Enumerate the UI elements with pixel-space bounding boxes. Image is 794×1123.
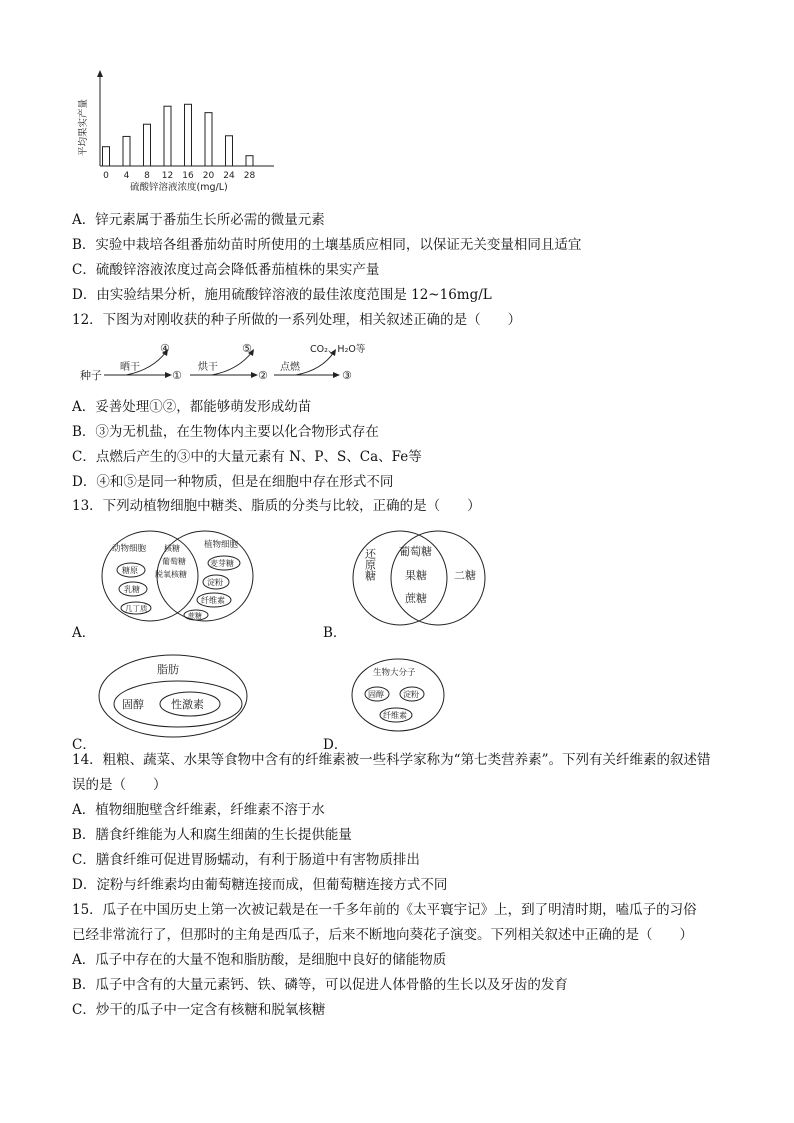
step-sun-dry: 晒干: [120, 362, 140, 373]
side-product-5: ⑤: [242, 342, 252, 355]
b-sucrose: 蔗糖: [405, 592, 427, 605]
fat-label: 脂肪: [157, 663, 179, 676]
q14-option-d: D．淀粉与纤维素均由葡萄糖连接而成，但葡萄糖连接方式不同: [72, 877, 448, 893]
y-axis-label: 平均果实产量: [78, 98, 89, 156]
product-3: ③: [342, 369, 352, 382]
q12-stem: 12．下图为对刚收获的种子所做的一系列处理，相关叙述正确的是（ ）: [72, 312, 522, 328]
q15-stem-line2: 已经非常流行了，但那时的主角是西瓜子，后来不断地向葵花子演变。下列相关叙述中正确的是（ ）: [72, 927, 693, 943]
disaccharide-label: 二糖: [454, 569, 476, 582]
seed-treatment-diagram: [76, 340, 376, 386]
bar-8: [144, 124, 151, 166]
bar-16: [185, 104, 192, 166]
step-oven-dry: 烘干: [198, 362, 218, 373]
bar-20: [205, 113, 212, 166]
q15-option-b: B．瓜子中含有的大量元素钙、铁、磷等，可以促进人体骨骼的生长以及牙齿的发育: [72, 977, 568, 993]
cellulose: 纤维素: [201, 596, 225, 605]
product-2: ②: [258, 369, 268, 382]
q13-stem: 13．下列动植物细胞中糖类、脂质的分类与比较，正确的是（ ）: [72, 498, 481, 514]
q12-option-d: D．④和⑤是同一种物质，但是在细胞中存在形式不同: [72, 474, 394, 490]
q11-option-b: B．实验中栽培各组番茄幼苗时所使用的土壤基质应相同，以保证无关变量相同且适宜: [72, 237, 582, 253]
product-1: ①: [172, 369, 182, 382]
x-tick-16: 16: [182, 171, 194, 181]
bar-0: [103, 147, 110, 166]
q13-label-d: D．: [323, 737, 348, 753]
q13-label-c: C．: [72, 737, 96, 753]
lactose: 乳糖: [124, 585, 140, 594]
x-tick-4: 4: [123, 171, 130, 181]
d-sterol: 固醇: [368, 690, 384, 699]
x-tick-12: 12: [161, 171, 174, 181]
sucrose: 蔗糖: [188, 612, 202, 620]
q14-stem-line1: 14．粗粮、蔬菜、水果等食物中含有的纤维素被一些科学家称为“第七类营养素”。下列有关纤维素的叙述错: [72, 752, 711, 768]
starch: 淀粉: [207, 578, 223, 587]
plant-cell-title: 植物细胞: [204, 540, 239, 550]
chart-bars: [103, 104, 254, 166]
d-cellulose: 纤维素: [383, 711, 407, 720]
q12-option-c: C．点燃后产生的③中的大量元素有 N、P、S、Ca、Fe等: [72, 449, 422, 465]
b-glucose: 葡萄糖: [399, 545, 432, 558]
sex-hormone-label: 性激素: [171, 698, 204, 711]
x-tick-labels: [103, 171, 255, 181]
reducing-sugar-label: 还原糖: [363, 548, 377, 581]
macromolecule-title: 生物大分子: [373, 668, 416, 678]
x-tick-0: 0: [103, 171, 109, 181]
q11-option-d: D．由实验结果分析，施用硫酸锌溶液的最佳浓度范围是 12~16mg/L: [72, 287, 492, 303]
ribose: 核糖: [164, 544, 180, 553]
side-product-gases: CO₂、H₂O等: [310, 344, 366, 355]
q13-diagram-c: [96, 653, 250, 739]
glycogen: 糖原: [122, 566, 138, 575]
x-tick-20: 20: [202, 171, 215, 181]
bar-24: [226, 136, 233, 166]
x-axis-label: 硫酸锌溶液浓度(mg/L): [130, 182, 228, 193]
q13-label-a: A．: [72, 625, 96, 641]
x-tick-24: 24: [223, 171, 235, 181]
side-product-4: ④: [160, 342, 170, 355]
step-ignite: 点燃: [280, 362, 300, 373]
bar-12: [164, 106, 171, 166]
deoxyribose: 脱氧核糖: [155, 570, 187, 579]
q12-option-b: B．③为无机盐，在生物体内主要以化合物形式存在: [72, 424, 379, 440]
q12-option-a: A．妥善处理①②，都能够萌发形成幼苗: [72, 399, 312, 415]
q14-stem-line2: 误的是（ ）: [72, 777, 167, 793]
q13-diagram-d: [350, 657, 450, 733]
q15-stem-line1: 15．瓜子在中国历史上第一次被记载是在一千多年前的《太平寰宇记》上，到了明清时期，嗑瓜子的习俗: [72, 902, 697, 918]
q15-option-a: A．瓜子中存在的大量不饱和脂肪酸，是细胞中良好的储能物质: [72, 952, 447, 968]
x-tick-8: 8: [144, 171, 150, 181]
q11-option-c: C．硫酸锌溶液浓度过高会降低番茄植株的果实产量: [72, 262, 380, 278]
q11-option-a: A．锌元素属于番茄生长所必需的微量元素: [72, 212, 325, 228]
q13-diagram-a: [100, 527, 256, 625]
zinc-yield-bar-chart: [76, 68, 286, 196]
q14-option-c: C．膳食纤维可促进胃肠蠕动，有利于肠道中有害物质排出: [72, 852, 420, 868]
seed-label: 种子: [80, 369, 102, 382]
q14-option-b: B．膳食纤维能为人和腐生细菌的生长提供能量: [72, 827, 352, 843]
q14-option-a: A．植物细胞壁含纤维素，纤维素不溶于水: [72, 802, 325, 818]
sterol-label: 固醇: [122, 698, 144, 711]
animal-cell-title: 动物细胞: [112, 544, 147, 554]
q15-option-c: C．炒干的瓜子中一定含有核糖和脱氧核糖: [72, 1002, 326, 1018]
q13-diagram-b: [350, 528, 490, 628]
b-fructose: 果糖: [405, 569, 427, 582]
q13-label-b: B．: [323, 625, 347, 641]
bar-4: [123, 136, 130, 166]
bar-28: [246, 156, 253, 166]
maltose: 麦芽糖: [210, 559, 234, 568]
chitin: 几丁质: [125, 604, 148, 613]
x-tick-28: 28: [243, 171, 256, 181]
y-axis-arrow: [97, 70, 103, 77]
d-starch: 淀粉: [403, 690, 419, 699]
glucose: 葡萄糖: [162, 557, 186, 566]
